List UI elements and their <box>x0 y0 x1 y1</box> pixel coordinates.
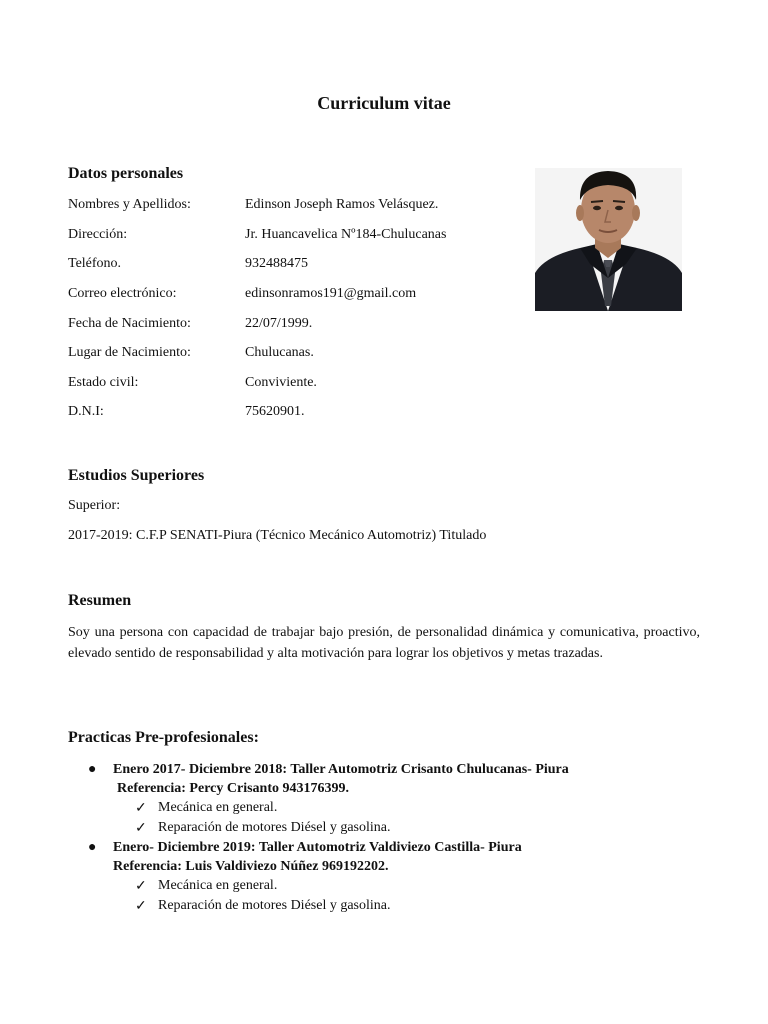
summary-heading: Resumen <box>68 592 132 609</box>
page-title: Curriculum vitae <box>317 93 451 113</box>
check-mark-icon: ✓ <box>135 821 147 836</box>
studies-heading: Estudios Superiores <box>68 467 205 484</box>
practice-place: : Taller Automotriz Crisanto Chulucanas- Piura <box>282 762 569 777</box>
check-mark-icon: ✓ <box>135 801 147 816</box>
check-mark-icon: ✓ <box>135 879 147 894</box>
personal-label: D.N.I: <box>68 404 104 419</box>
practice-place: : Taller Automotriz Valdiviezo Castilla- Piura <box>250 840 522 855</box>
practice-reference: Referencia: Luis Valdiviezo Núñez 969192202. <box>113 859 389 874</box>
practice-title <box>113 840 522 856</box>
personal-value: Jr. Huancavelica Nº184-Chulucanas <box>245 227 447 242</box>
personal-label: Correo electrónico: <box>68 286 177 301</box>
personal-heading: Datos personales <box>68 165 184 182</box>
profile-photo <box>535 168 682 311</box>
practice-period: Enero 2017- Diciembre 2018 <box>113 762 283 777</box>
profile-photo-illustration <box>535 168 682 311</box>
personal-value: Conviviente. <box>245 375 317 390</box>
practice-task: Mecánica en general. <box>158 878 278 893</box>
practice-task: Reparación de motores Diésel y gasolina. <box>158 898 391 913</box>
studies-entry: 2017-2019: C.F.P SENATI-Piura (Técnico Mecánico Automotriz) Titulado <box>68 528 487 543</box>
personal-value: Chulucanas. <box>245 345 314 360</box>
practices-heading: Practicas Pre-profesionales: <box>68 729 259 746</box>
personal-value: Edinson Joseph Ramos Velásquez. <box>245 197 439 212</box>
personal-value: 932488475 <box>245 256 308 271</box>
personal-value: 75620901. <box>245 404 305 419</box>
personal-label: Teléfono. <box>68 256 122 271</box>
summary-text: Soy una persona con capacidad de trabajar bajo presión, de personalidad dinámica y comunicativa, proactivo, elevado sentido de responsabilidad y alta motivación para lograr los objetivos y metas trazadas. <box>68 625 700 661</box>
practice-period: Enero- Diciembre 2019 <box>113 840 251 855</box>
bullet-dot-icon: ● <box>88 762 97 777</box>
studies-level: Superior: <box>68 498 121 513</box>
personal-label: Lugar de Nacimiento: <box>68 345 191 360</box>
practice-task: Reparación de motores Diésel y gasolina. <box>158 820 391 835</box>
personal-label: Estado civil: <box>68 375 139 390</box>
bullet-dot-icon: ● <box>88 840 97 855</box>
practice-title <box>113 762 569 778</box>
practice-reference: Referencia: Percy Crisanto 943176399. <box>117 781 349 796</box>
check-mark-icon: ✓ <box>135 899 147 914</box>
personal-label: Dirección: <box>68 227 128 242</box>
personal-label: Fecha de Nacimiento: <box>68 316 191 331</box>
practice-task: Mecánica en general. <box>158 800 278 815</box>
personal-value: edinsonramos191@gmail.com <box>245 286 417 301</box>
personal-label: Nombres y Apellidos: <box>68 197 191 212</box>
personal-value: 22/07/1999. <box>245 316 313 331</box>
